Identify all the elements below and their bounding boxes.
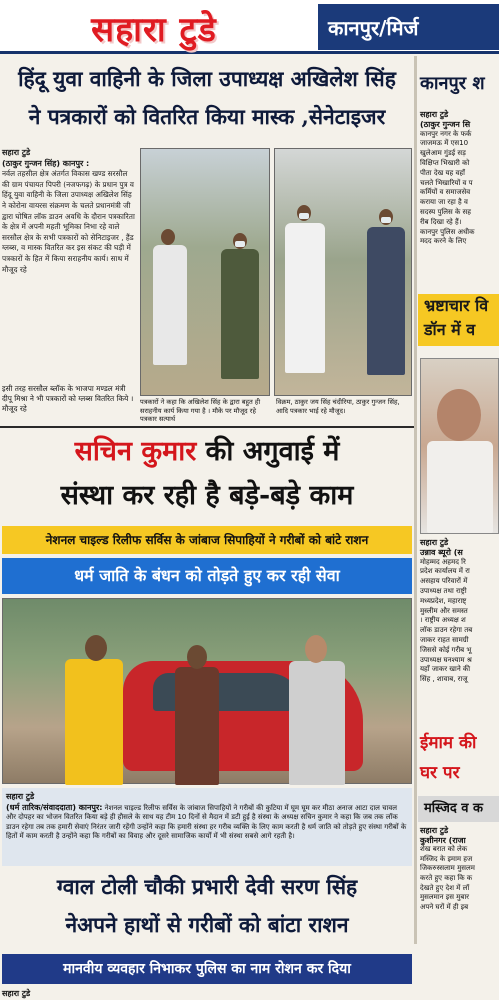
sidebar-text-line: शेख बरात को लेक [420, 845, 468, 854]
sidebar-story1-dateline: सहारा टुडे [420, 110, 449, 119]
story1-dateline: सहारा टुडे [2, 148, 31, 157]
sidebar-story1-byline: (ठाकुर गुन्जन सि [420, 119, 471, 129]
story1-photo-left [140, 148, 270, 396]
sidebar-story2 [420, 538, 499, 730]
story2-body [2, 788, 412, 866]
story2-subhead-blue: धर्म जाति के बंधन को तोड़ते हुए कर रही सेवा [2, 558, 412, 594]
story1-body-tail: इसी तरह सरसौल ब्लॉक के भाजपा मण्डल मंत्री दीपू मिश्रा ने भी पत्रकारों को ग्लब्स वितरित किये । मौजूद रहे [2, 384, 134, 413]
sidebar-headline1: कानपुर श [420, 73, 485, 94]
story2-dateline: सहारा टुडे [6, 792, 35, 801]
story1-photo-right [274, 148, 412, 396]
sidebar-text-line: लॉक डाउन रहेगा तब [420, 626, 473, 635]
sidebar-story1-lines [420, 130, 499, 248]
section-divider [0, 426, 414, 428]
person-head [161, 229, 175, 245]
sidebar-text-line: उपाध्यक्ष घनश्याम श्र [420, 655, 472, 664]
sidebar-text-line: सदस्य पुलिस के सह [420, 207, 471, 216]
sidebar-text-line: मोहम्मद अहमद रि [420, 557, 466, 566]
story1-headline-line1: हिंदू युवा वाहिनी के जिला उपाध्यक्ष अखिलेश सिंह [18, 66, 396, 91]
sidebar-text-line: जाकर राहत सामग्री [420, 635, 469, 644]
sidebar-column [418, 56, 499, 944]
story2-subhead-yellow: नेशनल चाइल्ड रिलीफ सर्विस के जांबाज सिपाहियों ने गरीबों को बांटे राशन [2, 526, 412, 554]
story2-headline-name: सचिन कुमार [74, 436, 197, 467]
person-head [85, 635, 107, 661]
story3-headline-line1: ग्वाल टोली चौकी प्रभारी देवी सरण सिंह [56, 874, 358, 899]
story1-caption-left: पत्रकारों ने कहा कि अखिलेश सिंह के द्वारा बहुत ही सराहनीय कार्य किया गया है । मौके पर मौजूद रहे पत्रकार सत्यार्थ [140, 398, 261, 424]
sidebar-story2-byline: उन्नाव ब्यूरो (स [420, 547, 463, 557]
sidebar-text-line: रीब दिखा रहे हैं। [420, 217, 462, 226]
sidebar-headline-band1 [418, 294, 499, 346]
sidebar-text-line: मध्यप्रदेश, महाराष्ट् [420, 596, 467, 605]
sidebar-photo [420, 358, 499, 534]
person-figure [175, 667, 219, 785]
sidebar-story3 [420, 826, 499, 944]
story1-byline: (ठाकुर गुन्जन सिंह) कानपुर : [2, 158, 90, 168]
person-figure [427, 441, 493, 533]
sidebar-story3-lines [420, 845, 499, 912]
story3-subhead: मानवीय व्यवहार निभाकर पुलिस का नाम रोशन कर दिया [2, 954, 412, 984]
story2-headline [4, 430, 410, 522]
sidebar-text-line: कराया जा रहा है व [420, 198, 468, 207]
story3-dateline: सहारा टुडे [2, 989, 31, 998]
face-mask-icon [299, 213, 309, 219]
person-figure [221, 249, 259, 379]
story2-byline: (धर्म तारिक/संवाददाता) कानपुर: [6, 802, 103, 812]
sidebar-text-line: करते हुए कहा कि क [420, 873, 473, 882]
logo-text: सहारा टुडे [91, 10, 217, 50]
sidebar-text-line: सिंह , शावाब, राजू [420, 675, 468, 684]
story1-body-text: नर्वल तहसील क्षेत्र अंतर्गत विकास खण्ड सरसौल की ग्राम पंचायत पिपरी (नजफगढ़) के प्रधान पुत्र व हिंदू युवा वाहिनी के जिला उपाध्यक्ष अखिलेश सिंह ने कोरोना वायरस संक्रमण के चलते प्रधानमंत्री जी द्वारा घोषित लॉक डाउन अवधि के दौरान पत्रकारिता के क्षेत्र में अपनी महती भूमिका निभा रहे वाले सरसौल क्षेत्र के सभी पत्रकारों को सेनिटाइजर , हैंड ग्लब्स, व मास्क वितरित कर इस संकट की घड़ी में पत्रकारों के हित में किया सराहनीय कार्य। साथ में मौजूद रहे [2, 169, 135, 274]
sidebar-text-line: जिससे कोई गरीब भू [420, 645, 472, 654]
person-figure [285, 223, 325, 373]
sidebar-text-line: मस्जिद के इमाम हज [420, 854, 473, 863]
sidebar-text-line: मुसलमान इस मुबार [420, 893, 470, 902]
sidebar-text-line: विक्षिप्त भिखारी को [420, 158, 470, 167]
main-column [0, 56, 414, 998]
person-head [187, 645, 207, 669]
story1-body [2, 148, 136, 382]
sidebar-text-line: कानपुर नगर के फर्क [420, 129, 472, 138]
sidebar-band1-line2: डॉन में व [424, 320, 476, 339]
sidebar-text-line: देखते हुए देश में लॉ [420, 883, 470, 892]
person-figure [153, 245, 187, 365]
sidebar-headline2-line1: ईमाम की [420, 733, 477, 753]
sidebar-text-line: कानपुर पुलिस अधीक [420, 227, 475, 236]
story2-headline-rest: की अगुवाई में [196, 436, 340, 467]
sidebar-story3-byline: कुशीनगर (राजा [420, 835, 466, 845]
story2-headline-line1 [4, 430, 410, 474]
sidebar-text-line: प्रदेश कार्यालय में रा [420, 567, 470, 576]
story1-caption-right: विक्रम, ठाकुर जय सिंह चंदीरिया, ठाकुर गुन्जन सिंह, आदि पत्रकार भाई रहे मौजूद। [276, 398, 400, 415]
person-figure [65, 659, 123, 785]
sidebar-text-line: उपाध्यक्ष तथा राष्ट्री [420, 586, 467, 595]
story3-headline [4, 868, 410, 952]
sidebar-text-line: । राष्ट्रीय अध्यक्ष श [420, 616, 466, 625]
sidebar-story3-dateline: सहारा टुडे [420, 826, 449, 835]
sidebar-text-line: असहाय परिवारों में [420, 577, 468, 586]
person-figure [289, 661, 345, 785]
sidebar-text-line: मुस्लीम और समस्त [420, 606, 468, 615]
masthead [0, 0, 499, 54]
newspaper-logo [4, 6, 304, 50]
sidebar-text-line: पीता देख यह वहाँ [420, 168, 465, 177]
person-figure [367, 227, 405, 375]
sidebar-story2-lines [420, 558, 499, 685]
sidebar-headline2-line2: घर पर [420, 763, 460, 783]
sidebar-subhead-band: मस्जिद व क [418, 796, 499, 822]
story1-headline-line2: ने पत्रकारों को वितरित किया मास्क ,सेनेटाइजर [28, 104, 386, 129]
face-mask-icon [235, 241, 245, 247]
person-head [437, 389, 481, 441]
story2-photo [2, 598, 412, 784]
sidebar-story2-dateline: सहारा टुडे [420, 538, 449, 547]
story2-body-text: नेशनल चाइल्ड रिलीफ सर्विस के जांबाज सिपाहियों ने गरीबों की कुटिया में घूम घूम कर मीठा अनाज आटा दाल चावल और दोपहर का भोजन वितरित किया बड़े ही हौसले के साथ यह टीम 10 दिनों से मैदान में डटी हुई है संस्था के अध्यक्ष सचिन कुमार ने कहा कि जब तक लॉक डाउन रहेगा तब तक हमारी सेवाएं निरंतर जारी रहेंगी उन्होंने कहा कि हमारी संस्था हर गरीब व्यक्ति के लिए काम करती है धर्म जाति को तोड़ते हुए संस्था गरीबों के हितों में काम करती है उन्होंने कहा कि गरीबों का विवाह और दूसरे सामाजिक कार्यों में भी संस्था सबसे आगे रहती है। [6, 803, 407, 841]
sidebar-text-line: जाजमऊ में एस10 [420, 139, 469, 148]
story3-headline-line2: नेअपने हाथों से गरीबों को बांटा राशन [65, 912, 349, 937]
sidebar-text-line: अपने घरों में ही इब [420, 902, 469, 911]
story1-headline [4, 60, 410, 142]
sidebar-band1-line1: भ्रष्टाचार वि [424, 296, 489, 315]
sidebar-text-line: कर्मियों व समाजसेव [420, 188, 471, 197]
sidebar-text-line: खुलेआम गुंडई सड़ [420, 149, 466, 158]
face-mask-icon [381, 217, 391, 223]
sidebar-text-line: यहाँ जाकर खाने की [420, 665, 471, 674]
sidebar-headline2 [420, 728, 499, 792]
person-head [305, 635, 327, 663]
story2-headline-line2: संस्था कर रही है बड़े-बड़े काम [60, 480, 354, 511]
edition-label: कानपुर/मिर्ज [318, 4, 499, 50]
sidebar-text-line: मदद करने के लिए [420, 237, 467, 246]
sidebar-text-line: जिकरुस्सलाम मुसलम [420, 864, 475, 873]
sidebar-text-line: चलते भिखारियों व प [420, 178, 473, 187]
column-divider [414, 56, 417, 944]
